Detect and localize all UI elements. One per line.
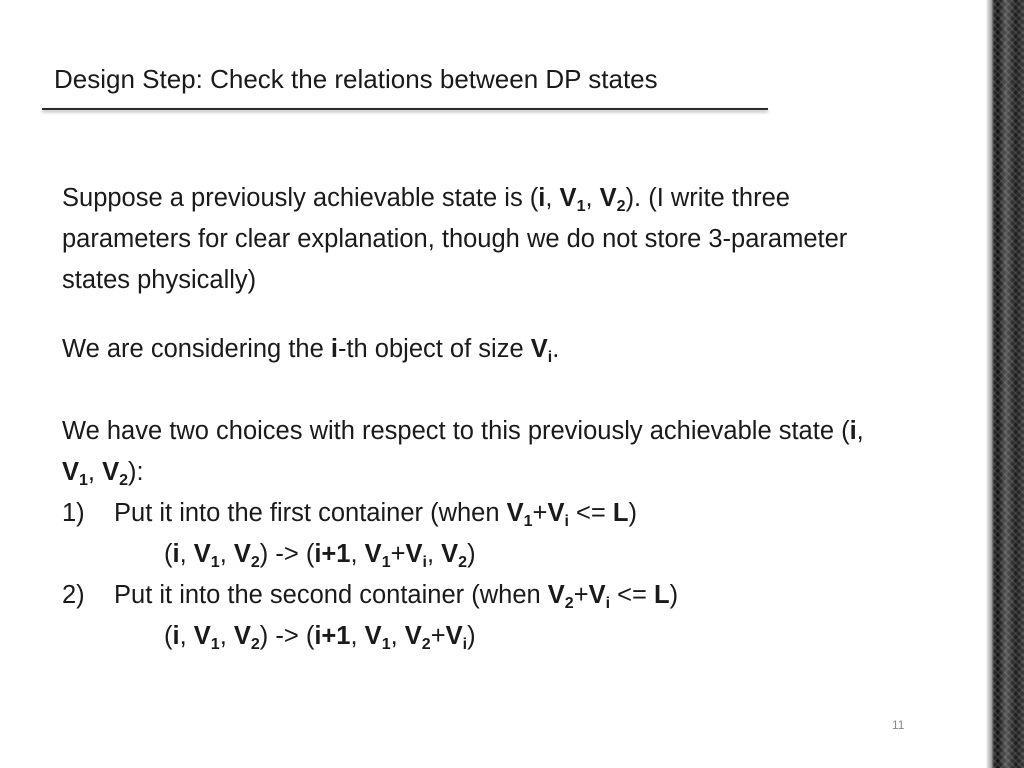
paragraph-achievable-state: Suppose a previously achievable state is (i, $V_1$, $V_2$). (I write three parameters for clear explanation, though we do not store 3-parameter states physically) [62,184,848,294]
decorative-side-border [986,0,1024,768]
page-number: 11 [892,718,905,732]
spacer [62,370,882,411]
title-underline [42,108,768,110]
transition-second-container: (i, $V_1$, $V_2) -> (i+1$, $V_1$, $V_2+V_i$) [164,622,476,653]
list-item-first-container: 1) Put it into the first container (when $V_1+V_i <= L$) [62,499,637,530]
transition-first-container: (i, $V_1$, $V_2) -> (i+1$, $V_1+V_i$, $V_2$) [164,540,476,571]
paragraph-two-choices: We have two choices with respect to this previously achievable state (i, $V_1$, $V_2$): [62,417,864,489]
slide-title: Design Step: Check the relations between DP states [54,64,658,94]
list-item-second-container: 2) Put it into the second container (when $V_2+V_i <= L$) [62,581,679,612]
slide-body [62,178,882,657]
paragraph-ith-object: We are considering the i-th object of size $V_i$. [62,335,560,366]
